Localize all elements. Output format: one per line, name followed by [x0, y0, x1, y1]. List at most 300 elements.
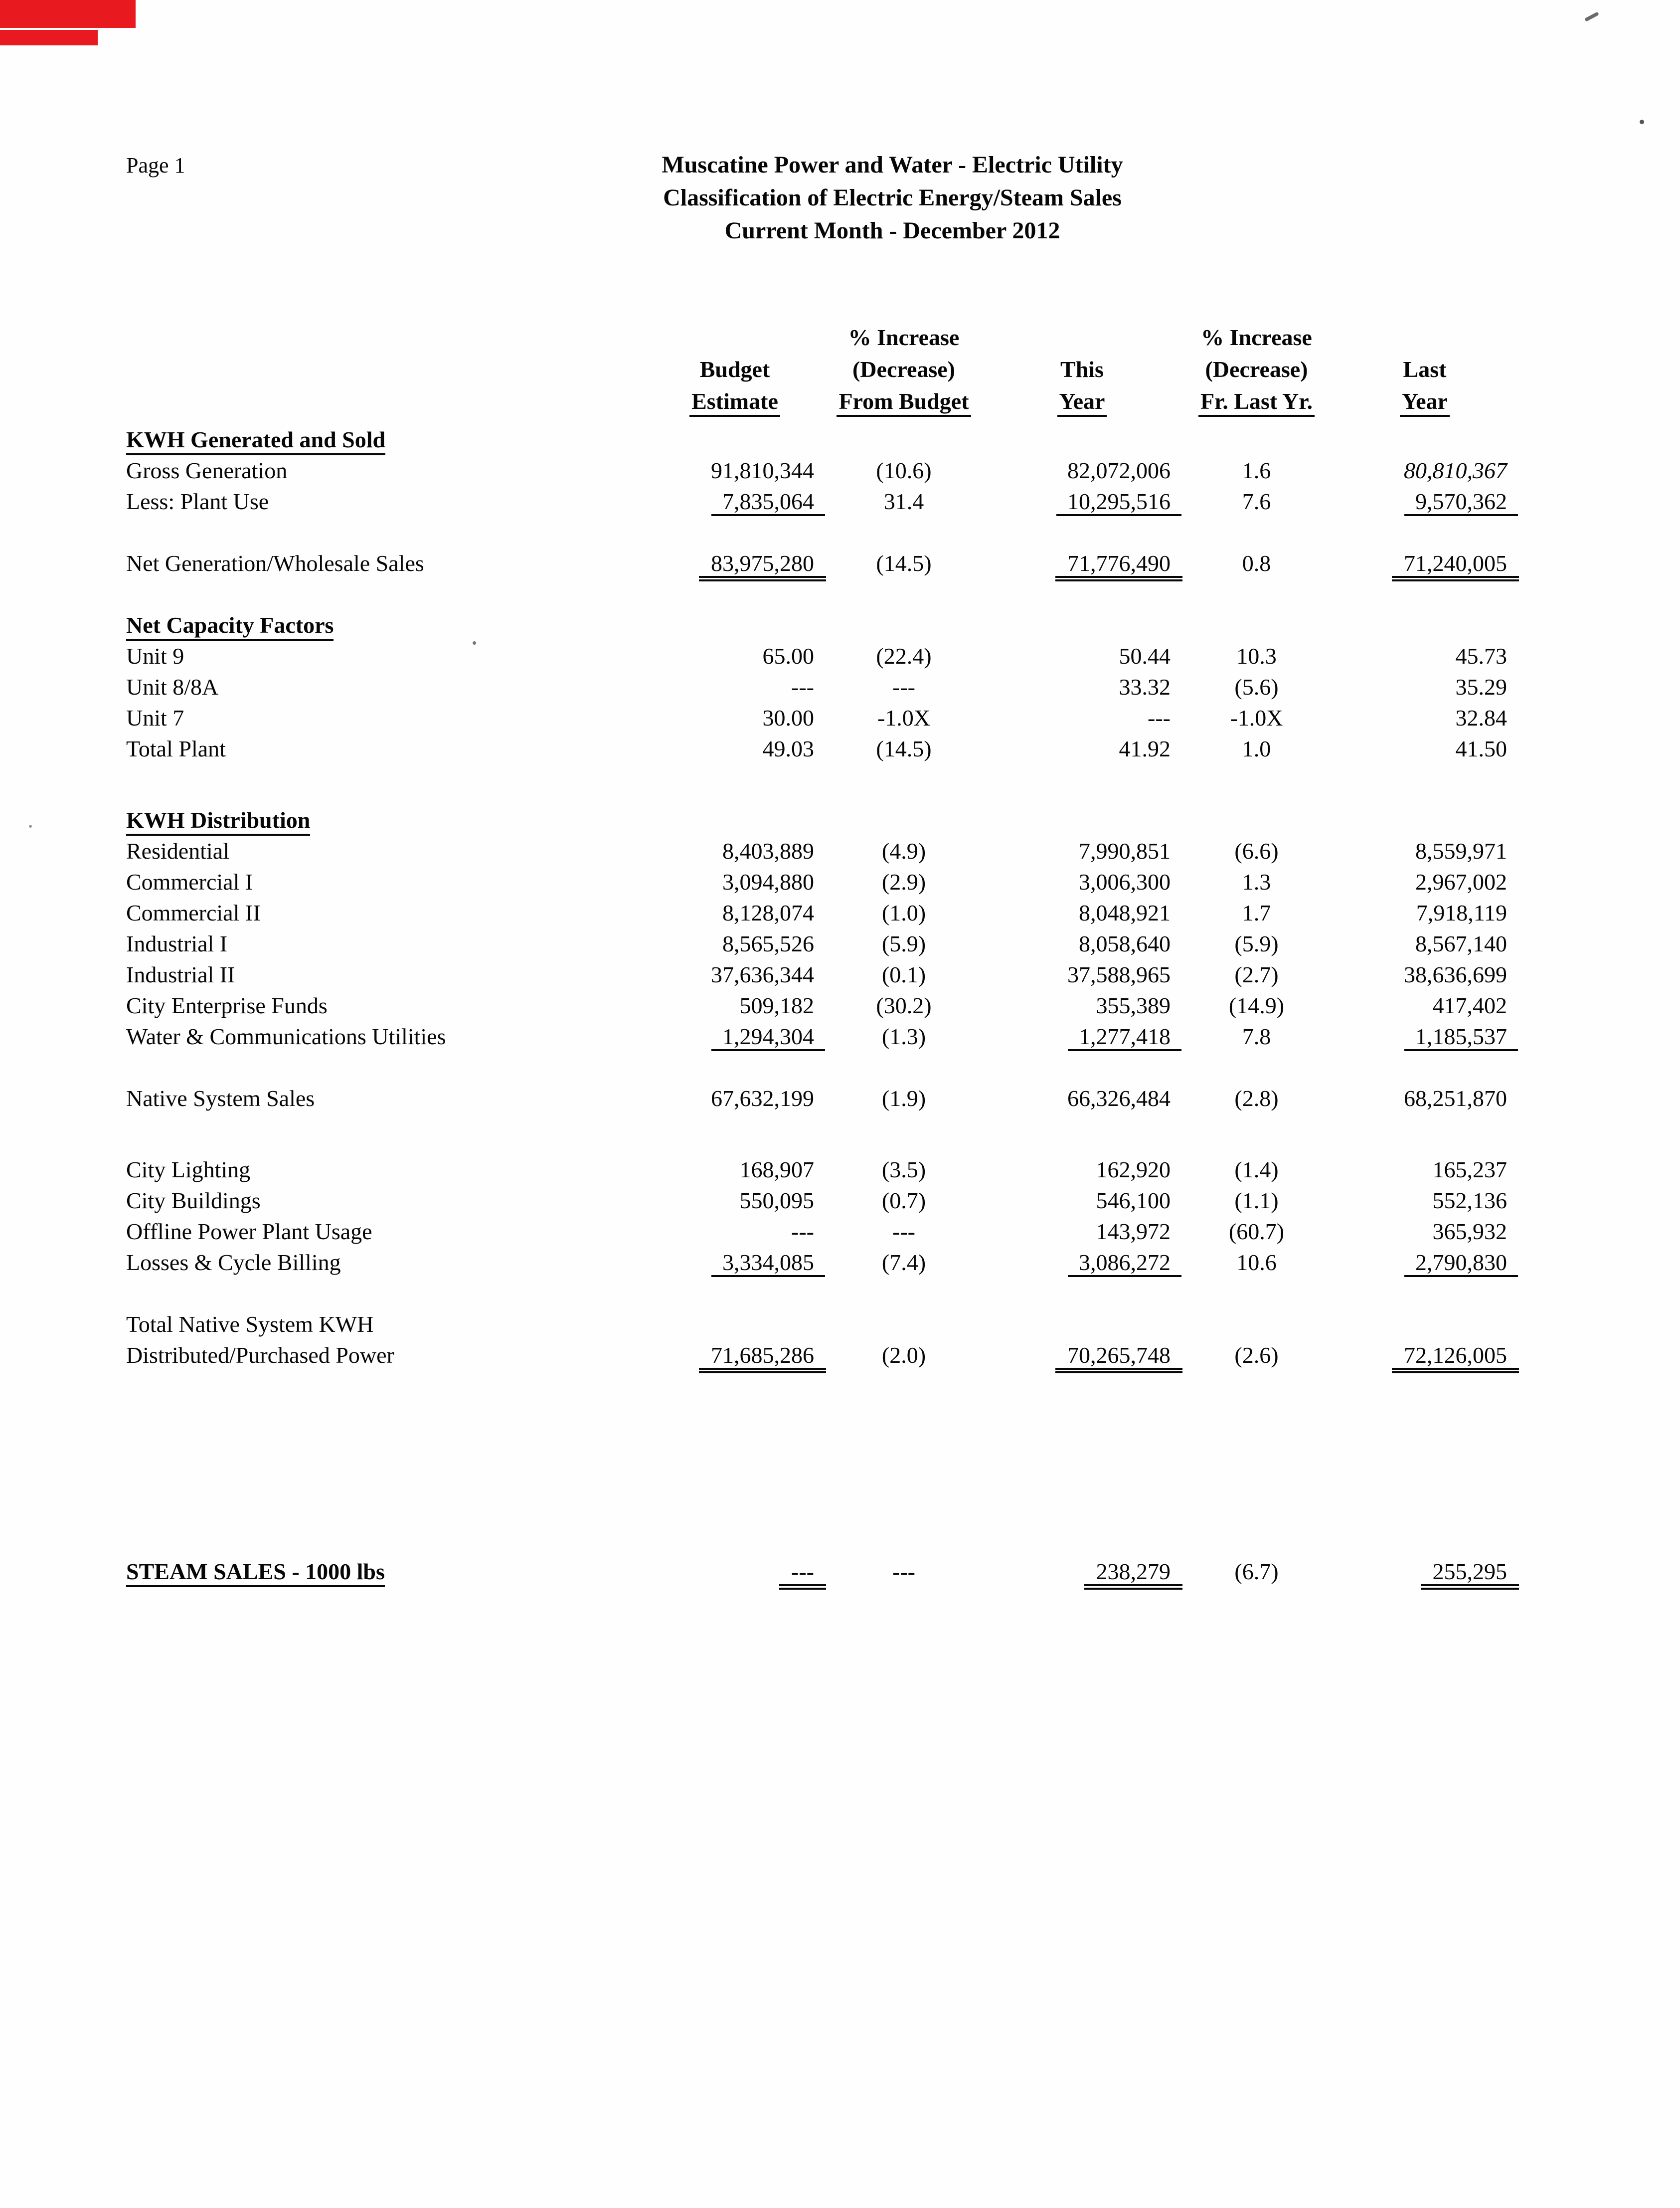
table-row — [126, 898, 1522, 928]
cell-value: 7,835,064 — [711, 489, 825, 516]
cell-this_year — [994, 610, 1171, 641]
header-text: % Increase — [1201, 325, 1312, 350]
row-label-text: Offline Power Plant Usage — [126, 1219, 372, 1244]
cell-last_year — [1343, 703, 1507, 734]
cell-pct_from_budget — [814, 990, 994, 1021]
header-text: (Decrease) — [1205, 357, 1308, 382]
table-row — [126, 1021, 1522, 1052]
cell-value: (6.7) — [1234, 1559, 1279, 1584]
cell-value: 7.8 — [1242, 1024, 1271, 1049]
cell-value: 38,636,699 — [1404, 962, 1507, 987]
cell-value: 37,588,965 — [1067, 962, 1171, 987]
table-header-line1 — [126, 322, 1522, 354]
cell-pct_fr_last_yr — [1171, 672, 1343, 703]
table-row — [126, 548, 1522, 579]
cell-value: 3,086,272 — [1068, 1250, 1181, 1277]
table-header-line3 — [126, 385, 1522, 417]
cell-value: 552,136 — [1432, 1188, 1507, 1213]
cell-this_year — [994, 1154, 1171, 1185]
row-label-text: Losses & Cycle Billing — [126, 1250, 341, 1275]
cell-last_year — [1343, 959, 1507, 990]
cell-value: 1,277,418 — [1068, 1024, 1181, 1051]
cell-this_year — [994, 959, 1171, 990]
cell-budget_estimate — [656, 1021, 814, 1052]
row-label — [126, 1216, 656, 1247]
cell-value: 71,240,005 — [1392, 551, 1519, 581]
table-row — [126, 1556, 1522, 1587]
row-label-text: Distributed/Purchased Power — [126, 1342, 394, 1368]
row-label-text: City Lighting — [126, 1157, 251, 1182]
cell-this_year — [994, 1340, 1171, 1371]
cell-value: (14.5) — [876, 551, 932, 576]
report-title-line2: Classification of Electric Energy/Steam Sales — [663, 184, 1122, 211]
cell-pct_from_budget — [814, 1216, 994, 1247]
row-label — [126, 898, 656, 928]
cell-value: 72,126,005 — [1392, 1342, 1519, 1373]
cell-value: (4.9) — [881, 838, 926, 864]
cell-budget_estimate — [656, 1216, 814, 1247]
cell-budget_estimate — [656, 867, 814, 898]
cell-pct_fr_last_yr — [1171, 548, 1343, 579]
cell-pct_fr_last_yr — [1171, 1216, 1343, 1247]
row-label-text: Total Plant — [126, 736, 226, 761]
row-label-text: Industrial I — [126, 931, 228, 956]
cell-last_year — [1343, 805, 1507, 836]
cell-this_year — [994, 867, 1171, 898]
cell-budget_estimate — [656, 898, 814, 928]
row-label-text: STEAM SALES - 1000 lbs — [126, 1559, 385, 1587]
table-row — [126, 1309, 1522, 1340]
header-cell-last-year — [1343, 354, 1507, 385]
header-cell-pct-fr-last-yr — [1171, 354, 1343, 385]
cell-value: --- — [892, 674, 915, 700]
row-label — [126, 959, 656, 990]
cell-pct_from_budget — [814, 1083, 994, 1114]
header-cell-pct-fr-last-yr — [1171, 385, 1343, 417]
row-gap — [126, 764, 1522, 805]
cell-pct_fr_last_yr — [1171, 898, 1343, 928]
cell-value: 2,967,002 — [1415, 869, 1507, 895]
cell-value: 8,128,074 — [722, 900, 814, 925]
cell-pct_fr_last_yr — [1171, 928, 1343, 959]
cell-pct_fr_last_yr — [1171, 1185, 1343, 1216]
row-label-text: City Buildings — [126, 1188, 261, 1213]
cell-this_year — [994, 836, 1171, 867]
cell-value: (2.8) — [1234, 1086, 1279, 1111]
row-label — [126, 1154, 656, 1185]
cell-value: 91,810,344 — [711, 458, 814, 483]
cell-value: --- — [892, 1219, 915, 1244]
cell-pct_fr_last_yr — [1171, 1154, 1343, 1185]
row-label — [126, 1247, 656, 1278]
red-scan-bar — [0, 30, 98, 45]
table-row — [126, 959, 1522, 990]
cell-value: -1.0X — [1230, 705, 1283, 731]
row-label — [126, 1083, 656, 1114]
header-cell-budget-estimate — [656, 354, 814, 385]
cell-this_year — [994, 1247, 1171, 1278]
cell-value: (5.9) — [881, 931, 926, 956]
cell-budget_estimate — [656, 1340, 814, 1371]
cell-budget_estimate — [656, 959, 814, 990]
row-gap — [126, 1114, 1522, 1154]
cell-pct_fr_last_yr — [1171, 1309, 1343, 1340]
cell-value: (22.4) — [876, 643, 932, 669]
cell-value: 50.44 — [1119, 643, 1171, 669]
cell-value: 3,334,085 — [711, 1250, 825, 1277]
cell-pct_from_budget — [814, 424, 994, 455]
cell-this_year — [994, 1309, 1171, 1340]
table-row — [126, 867, 1522, 898]
cell-pct_from_budget — [814, 548, 994, 579]
cell-value: (6.6) — [1234, 838, 1279, 864]
cell-value: 8,403,889 — [722, 838, 814, 864]
cell-value: 33.32 — [1119, 674, 1171, 700]
cell-this_year — [994, 1083, 1171, 1114]
table-row — [126, 455, 1522, 486]
row-label-text: Unit 9 — [126, 643, 184, 669]
row-gap — [126, 1052, 1522, 1083]
row-label — [126, 424, 656, 455]
row-label — [126, 805, 656, 836]
sales-classification-table — [126, 322, 1522, 1587]
cell-this_year — [994, 928, 1171, 959]
header-cell-pct-from-budget — [814, 322, 994, 354]
cell-pct_fr_last_yr — [1171, 734, 1343, 764]
header-text: This — [1060, 357, 1104, 382]
header-text-underlined: Estimate — [689, 389, 780, 417]
cell-budget_estimate — [656, 703, 814, 734]
cell-pct_fr_last_yr — [1171, 1340, 1343, 1371]
cell-value: 67,632,199 — [711, 1086, 814, 1111]
table-header-line2 — [126, 354, 1522, 385]
cell-last_year — [1343, 610, 1507, 641]
cell-value: 80,810,367 — [1404, 458, 1507, 483]
cell-value: 417,402 — [1432, 993, 1507, 1018]
cell-value: 37,636,344 — [711, 962, 814, 987]
cell-pct_from_budget — [814, 805, 994, 836]
cell-this_year — [994, 424, 1171, 455]
row-label-text: Less: Plant Use — [126, 489, 269, 514]
cell-value: 1.6 — [1242, 458, 1271, 483]
cell-value: 66,326,484 — [1067, 1086, 1171, 1111]
cell-value: (2.7) — [1234, 962, 1279, 987]
cell-value: 1.0 — [1242, 736, 1271, 761]
table-row — [126, 641, 1522, 672]
cell-pct_from_budget — [814, 486, 994, 517]
cell-value: 35.29 — [1455, 674, 1507, 700]
cell-last_year — [1343, 836, 1507, 867]
table-row — [126, 1083, 1522, 1114]
header-cell-this-year — [994, 322, 1171, 354]
cell-pct_fr_last_yr — [1171, 990, 1343, 1021]
header-cell-rowlabel — [126, 354, 656, 385]
cell-pct_fr_last_yr — [1171, 641, 1343, 672]
cell-value: 0.8 — [1242, 551, 1271, 576]
cell-budget_estimate — [656, 424, 814, 455]
row-label — [126, 928, 656, 959]
cell-value: 2,790,830 — [1404, 1250, 1518, 1277]
red-scan-bar — [0, 0, 136, 28]
cell-pct_fr_last_yr — [1171, 867, 1343, 898]
row-label — [126, 486, 656, 517]
header-cell-this-year — [994, 354, 1171, 385]
header-cell-rowlabel — [126, 385, 656, 417]
cell-value: 10.6 — [1236, 1250, 1277, 1275]
cell-budget_estimate — [656, 1154, 814, 1185]
header-cell-last-year — [1343, 385, 1507, 417]
row-label-text: Industrial II — [126, 962, 235, 987]
cell-value: 355,389 — [1096, 993, 1171, 1018]
cell-value: 8,567,140 — [1415, 931, 1507, 956]
row-label-text: Native System Sales — [126, 1086, 315, 1111]
cell-value: 41.92 — [1119, 736, 1171, 761]
row-label-text: Total Native System KWH — [126, 1311, 374, 1337]
cell-budget_estimate — [656, 1185, 814, 1216]
cell-budget_estimate — [656, 1556, 814, 1587]
header-cell-this-year — [994, 385, 1171, 417]
cell-value: (1.9) — [881, 1086, 926, 1111]
cell-value: 550,095 — [739, 1188, 814, 1213]
cell-pct_from_budget — [814, 703, 994, 734]
cell-last_year — [1343, 867, 1507, 898]
cell-pct_fr_last_yr — [1171, 424, 1343, 455]
header-text: Budget — [699, 357, 770, 382]
cell-this_year — [994, 1556, 1171, 1587]
table-row — [126, 1154, 1522, 1185]
cell-last_year — [1343, 1556, 1507, 1587]
cell-value: (0.1) — [881, 962, 926, 987]
row-label-text: City Enterprise Funds — [126, 993, 328, 1018]
cell-pct_from_budget — [814, 1247, 994, 1278]
cell-value: (2.9) — [881, 869, 926, 895]
cell-this_year — [994, 734, 1171, 764]
page-number-label: Page 1 — [126, 153, 185, 178]
cell-pct_fr_last_yr — [1171, 805, 1343, 836]
row-label — [126, 734, 656, 764]
cell-this_year — [994, 703, 1171, 734]
table-row — [126, 1247, 1522, 1278]
cell-last_year — [1343, 1340, 1507, 1371]
row-label-text: Residential — [126, 838, 229, 864]
cell-pct_fr_last_yr — [1171, 455, 1343, 486]
cell-this_year — [994, 805, 1171, 836]
table-row — [126, 990, 1522, 1021]
cell-value: 70,265,748 — [1055, 1342, 1182, 1373]
header-cell-rowlabel — [126, 322, 656, 354]
cell-value: 1.7 — [1242, 900, 1271, 925]
row-label — [126, 1556, 656, 1587]
cell-last_year — [1343, 1247, 1507, 1278]
cell-value: 41.50 — [1455, 736, 1507, 761]
header-text-underlined: From Budget — [837, 389, 971, 417]
cell-value: (5.9) — [1234, 931, 1279, 956]
cell-this_year — [994, 672, 1171, 703]
cell-this_year — [994, 1021, 1171, 1052]
row-label — [126, 1185, 656, 1216]
row-gap — [126, 1371, 1522, 1556]
header-text-underlined: Fr. Last Yr. — [1198, 389, 1315, 417]
cell-this_year — [994, 898, 1171, 928]
row-label — [126, 672, 656, 703]
row-label — [126, 836, 656, 867]
cell-value: (1.3) — [881, 1024, 926, 1049]
cell-budget_estimate — [656, 455, 814, 486]
cell-value: 3,094,880 — [722, 869, 814, 895]
row-label-text: Commercial II — [126, 900, 261, 925]
cell-value: -1.0X — [877, 705, 931, 731]
cell-last_year — [1343, 424, 1507, 455]
cell-budget_estimate — [656, 990, 814, 1021]
cell-value: --- — [779, 1559, 826, 1590]
cell-last_year — [1343, 1309, 1507, 1340]
cell-pct_from_budget — [814, 1021, 994, 1052]
cell-value: (1.0) — [881, 900, 926, 925]
cell-pct_from_budget — [814, 1556, 994, 1587]
cell-last_year — [1343, 1083, 1507, 1114]
cell-pct_fr_last_yr — [1171, 1556, 1343, 1587]
cell-value: (1.4) — [1234, 1157, 1279, 1182]
header-text-underlined: Year — [1057, 389, 1107, 417]
cell-last_year — [1343, 455, 1507, 486]
cell-pct_from_budget — [814, 898, 994, 928]
row-label-text: Commercial I — [126, 869, 253, 895]
cell-value: (2.6) — [1234, 1342, 1279, 1368]
section-heading-row — [126, 610, 1522, 641]
cell-pct_from_budget — [814, 641, 994, 672]
row-gap — [126, 579, 1522, 610]
table-row — [126, 1216, 1522, 1247]
cell-pct_from_budget — [814, 672, 994, 703]
cell-budget_estimate — [656, 805, 814, 836]
cell-pct_from_budget — [814, 1340, 994, 1371]
cell-value: 8,058,640 — [1079, 931, 1171, 956]
cell-value: 82,072,006 — [1067, 458, 1171, 483]
cell-budget_estimate — [656, 486, 814, 517]
cell-value: 83,975,280 — [699, 551, 826, 581]
cell-value: 31.4 — [883, 489, 924, 514]
cell-last_year — [1343, 641, 1507, 672]
cell-pct_from_budget — [814, 1185, 994, 1216]
cell-value: 509,182 — [739, 993, 814, 1018]
cell-pct_from_budget — [814, 610, 994, 641]
cell-value: (60.7) — [1228, 1219, 1285, 1244]
row-gap — [126, 517, 1522, 548]
cell-value: --- — [791, 674, 814, 700]
cell-budget_estimate — [656, 836, 814, 867]
cell-pct_fr_last_yr — [1171, 1083, 1343, 1114]
table-row — [126, 1340, 1522, 1371]
row-label — [126, 1340, 656, 1371]
header-cell-pct-from-budget — [814, 354, 994, 385]
table-body — [126, 424, 1522, 1587]
cell-value: 8,048,921 — [1079, 900, 1171, 925]
cell-value: 365,932 — [1432, 1219, 1507, 1244]
cell-value: --- — [791, 1219, 814, 1244]
cell-last_year — [1343, 486, 1507, 517]
table-row — [126, 703, 1522, 734]
cell-pct_from_budget — [814, 867, 994, 898]
cell-value: (3.5) — [881, 1157, 926, 1182]
cell-value: 168,907 — [739, 1157, 814, 1182]
cell-this_year — [994, 990, 1171, 1021]
row-label-text: Gross Generation — [126, 458, 288, 483]
cell-pct_from_budget — [814, 959, 994, 990]
row-label-text: Unit 7 — [126, 705, 184, 731]
cell-value: (0.7) — [881, 1188, 926, 1213]
cell-pct_from_budget — [814, 1309, 994, 1340]
table-row — [126, 734, 1522, 764]
cell-this_year — [994, 1185, 1171, 1216]
row-gap — [126, 1278, 1522, 1309]
cell-last_year — [1343, 898, 1507, 928]
cell-value: 45.73 — [1455, 643, 1507, 669]
cell-value: 7,990,851 — [1079, 838, 1171, 864]
cell-value: 255,295 — [1421, 1559, 1519, 1590]
cell-last_year — [1343, 1154, 1507, 1185]
cell-pct_fr_last_yr — [1171, 486, 1343, 517]
row-label — [126, 990, 656, 1021]
row-label — [126, 610, 656, 641]
cell-value: 30.00 — [762, 705, 814, 731]
pencil-mark-artifact — [1584, 11, 1599, 21]
cell-last_year — [1343, 928, 1507, 959]
cell-value: 9,570,362 — [1404, 489, 1518, 516]
cell-value: 68,251,870 — [1404, 1086, 1507, 1111]
cell-value: 7,918,119 — [1416, 900, 1507, 925]
cell-last_year — [1343, 1021, 1507, 1052]
row-label-text: Water & Communications Utilities — [126, 1024, 446, 1049]
cell-budget_estimate — [656, 734, 814, 764]
cell-value: 7.6 — [1242, 489, 1271, 514]
row-label — [126, 1309, 656, 1340]
cell-value: (14.5) — [876, 736, 932, 761]
row-label — [126, 455, 656, 486]
cell-value: 3,006,300 — [1079, 869, 1171, 895]
cell-pct_from_budget — [814, 734, 994, 764]
cell-pct_from_budget — [814, 928, 994, 959]
row-label-text: KWH Generated and Sold — [126, 427, 385, 455]
cell-pct_from_budget — [814, 836, 994, 867]
cell-pct_fr_last_yr — [1171, 610, 1343, 641]
cell-pct_fr_last_yr — [1171, 1247, 1343, 1278]
row-label-text: Net Capacity Factors — [126, 612, 334, 641]
header-cell-pct-fr-last-yr — [1171, 322, 1343, 354]
cell-value: --- — [892, 1559, 915, 1584]
cell-value: (7.4) — [881, 1250, 926, 1275]
header-cell-last-year — [1343, 322, 1507, 354]
cell-value: (10.6) — [876, 458, 932, 483]
cell-value: 238,279 — [1084, 1559, 1183, 1590]
table-row — [126, 486, 1522, 517]
row-label — [126, 703, 656, 734]
cell-value: 8,565,526 — [722, 931, 814, 956]
cell-value: 8,559,971 — [1415, 838, 1507, 864]
cell-pct_fr_last_yr — [1171, 703, 1343, 734]
table-row — [126, 928, 1522, 959]
cell-value: 49.03 — [762, 736, 814, 761]
row-label-text: KWH Distribution — [126, 807, 310, 836]
cell-value: 1,185,537 — [1404, 1024, 1518, 1051]
ink-dot-artifact — [29, 825, 32, 828]
row-label — [126, 1021, 656, 1052]
cell-budget_estimate — [656, 641, 814, 672]
cell-value: 546,100 — [1096, 1188, 1171, 1213]
cell-budget_estimate — [656, 672, 814, 703]
section-heading-row — [126, 805, 1522, 836]
cell-value: 65.00 — [762, 643, 814, 669]
header-text: Last — [1403, 357, 1447, 382]
